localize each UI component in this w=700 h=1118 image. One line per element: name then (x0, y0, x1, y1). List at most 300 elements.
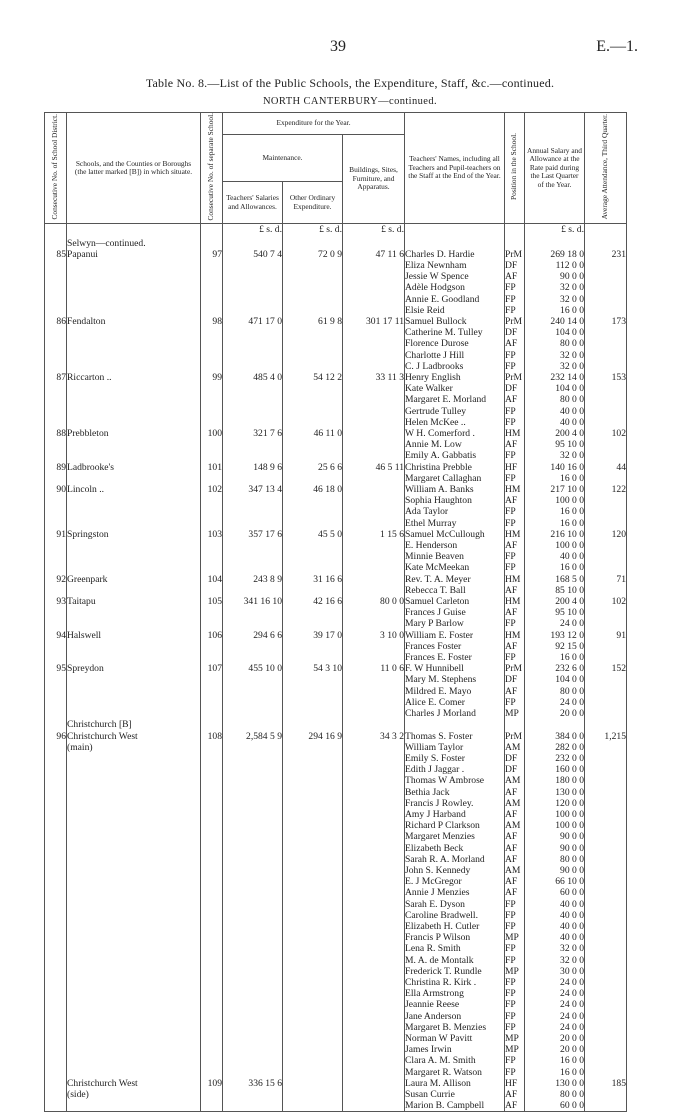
teacher-name: Gertrude Tulley (405, 406, 505, 417)
annual-salary: 80 0 0 (525, 854, 585, 865)
average-attendance (585, 383, 627, 394)
other-expenditure-amount (283, 865, 343, 876)
table-row (45, 876, 627, 887)
buildings-amount (343, 1067, 405, 1078)
other-expenditure-amount (283, 562, 343, 573)
salaries-amount (223, 450, 283, 461)
teacher-name: Frances J Guise (405, 607, 505, 618)
annual-salary: 32 0 0 (525, 943, 585, 954)
average-attendance (585, 1100, 627, 1112)
position-code: FP (505, 1067, 525, 1078)
average-attendance (585, 876, 627, 887)
table-row (45, 551, 627, 562)
position-code: AF (505, 686, 525, 697)
buildings-amount (343, 652, 405, 663)
other-expenditure-amount (283, 641, 343, 652)
other-expenditure-amount (283, 294, 343, 305)
position-code: AF (505, 394, 525, 405)
table-row (45, 674, 627, 685)
school-number (201, 294, 223, 305)
position-code: AF (505, 271, 525, 282)
district-number (45, 753, 67, 764)
header-teachers: Teachers' Names, including all Teachers and Pupil-teachers on the Staff at the End of the Year. (405, 113, 505, 224)
average-attendance (585, 854, 627, 865)
teacher-name: Jane Anderson (405, 1011, 505, 1022)
position-code: FP (505, 417, 525, 428)
other-expenditure-amount (283, 417, 343, 428)
average-attendance (585, 753, 627, 764)
position-code: PrM (505, 731, 525, 742)
other-expenditure-amount (283, 338, 343, 349)
salaries-amount: 455 10 0 (223, 663, 283, 674)
average-attendance (585, 787, 627, 798)
buildings-amount (343, 742, 405, 753)
header-school-no: Consecutive No. of separate School. (201, 113, 223, 224)
table-row (45, 506, 627, 517)
group-row (45, 238, 627, 249)
buildings-amount (343, 899, 405, 910)
other-expenditure-amount (283, 450, 343, 461)
table-row (45, 1022, 627, 1033)
school-number: 108 (201, 731, 223, 742)
district-number (45, 1055, 67, 1066)
school-number (201, 652, 223, 663)
school-name: Riccarton .. (67, 372, 201, 383)
table-row (45, 753, 627, 764)
buildings-amount (343, 988, 405, 999)
table-row (45, 966, 627, 977)
school-name (67, 540, 201, 551)
other-expenditure-amount (283, 686, 343, 697)
position-code: FP (505, 921, 525, 932)
teacher-name: Annie M. Low (405, 439, 505, 450)
annual-salary: 100 0 0 (525, 495, 585, 506)
school-number (201, 394, 223, 405)
buildings-amount (343, 294, 405, 305)
page-header (0, 38, 700, 60)
salaries-amount (223, 641, 283, 652)
salaries-amount (223, 854, 283, 865)
buildings-amount (343, 764, 405, 775)
school-name (67, 327, 201, 338)
annual-salary: 92 15 0 (525, 641, 585, 652)
school-name (67, 338, 201, 349)
buildings-amount (343, 406, 405, 417)
average-attendance: 153 (585, 372, 627, 383)
teacher-name: Ada Taylor (405, 506, 505, 517)
table-subtitle: NORTH CANTERBURY—continued. (262, 96, 438, 107)
school-name (67, 921, 201, 932)
position-code: FP (505, 618, 525, 629)
average-attendance (585, 943, 627, 954)
position-code: HM (505, 574, 525, 585)
annual-salary: 90 0 0 (525, 865, 585, 876)
table-row (45, 910, 627, 921)
teacher-name: Kate Walker (405, 383, 505, 394)
school-number (201, 686, 223, 697)
school-number (201, 719, 223, 730)
teacher-name: Ella Armstrong (405, 988, 505, 999)
annual-salary: 30 0 0 (525, 966, 585, 977)
school-number (201, 1044, 223, 1055)
table-row (45, 663, 627, 674)
other-expenditure-amount: 294 16 9 (283, 731, 343, 742)
buildings-amount (343, 518, 405, 529)
salaries-amount (223, 562, 283, 573)
annual-salary: 216 10 0 (525, 529, 585, 540)
other-expenditure-amount: 31 16 6 (283, 574, 343, 585)
average-attendance (585, 652, 627, 663)
district-number (45, 674, 67, 685)
annual-salary: 32 0 0 (525, 350, 585, 361)
district-number (45, 686, 67, 697)
teacher-name: Richard P Clarkson (405, 820, 505, 831)
table-row (45, 562, 627, 573)
school-name: Ladbrooke's (67, 462, 201, 473)
buildings-amount (343, 305, 405, 316)
other-expenditure-amount (283, 742, 343, 753)
position-code: AF (505, 1089, 525, 1100)
table-row (45, 977, 627, 988)
buildings-amount (343, 910, 405, 921)
district-number: 88 (45, 428, 67, 439)
teacher-name: Annie J Menzies (405, 887, 505, 898)
position-code: FP (505, 450, 525, 461)
school-number (201, 988, 223, 999)
school-number (201, 495, 223, 506)
teacher-name (405, 719, 505, 730)
table-row (45, 1033, 627, 1044)
table-row (45, 338, 627, 349)
teacher-name: Florence Durose (405, 338, 505, 349)
teacher-name: Christina Prebble (405, 462, 505, 473)
salaries-amount (223, 742, 283, 753)
table-row (45, 843, 627, 854)
teacher-name: Lena R. Smith (405, 943, 505, 954)
school-name (67, 798, 201, 809)
buildings-amount (343, 1011, 405, 1022)
school-number (201, 641, 223, 652)
teacher-name: Rev. T. A. Meyer (405, 574, 505, 585)
other-expenditure-amount (283, 473, 343, 484)
school-number (201, 282, 223, 293)
salaries-amount (223, 506, 283, 517)
average-attendance (585, 294, 627, 305)
school-name (67, 450, 201, 461)
other-expenditure-amount: 54 3 10 (283, 663, 343, 674)
school-number (201, 854, 223, 865)
school-number (201, 820, 223, 831)
district-number (45, 1022, 67, 1033)
table-row (45, 518, 627, 529)
average-attendance (585, 809, 627, 820)
teacher-name: Thomas S. Foster (405, 731, 505, 742)
school-name (67, 932, 201, 943)
salaries-amount (223, 652, 283, 663)
table-row (45, 1055, 627, 1066)
position-code: AF (505, 540, 525, 551)
position-code: FP (505, 899, 525, 910)
table-row (45, 249, 627, 260)
annual-salary: 66 10 0 (525, 876, 585, 887)
district-number (45, 1089, 67, 1100)
salaries-amount (223, 406, 283, 417)
average-attendance (585, 910, 627, 921)
annual-salary: 40 0 0 (525, 406, 585, 417)
salaries-amount (223, 417, 283, 428)
annual-salary: 20 0 0 (525, 1033, 585, 1044)
teacher-name: Laura M. Allison (405, 1078, 505, 1089)
teacher-name: Rebecca T. Ball (405, 585, 505, 596)
buildings-amount (343, 450, 405, 461)
district-number (45, 719, 67, 730)
annual-salary: 24 0 0 (525, 618, 585, 629)
position-code: AF (505, 641, 525, 652)
average-attendance (585, 551, 627, 562)
average-attendance (585, 506, 627, 517)
district-number (45, 1078, 67, 1089)
teacher-name: Frances Foster (405, 641, 505, 652)
annual-salary: 193 12 0 (525, 630, 585, 641)
district-number (45, 394, 67, 405)
position-code: FP (505, 977, 525, 988)
school-number (201, 921, 223, 932)
buildings-amount (343, 999, 405, 1010)
annual-salary: 100 0 0 (525, 809, 585, 820)
teacher-name: W H. Comerford . (405, 428, 505, 439)
district-number: 86 (45, 316, 67, 327)
buildings-amount (343, 417, 405, 428)
school-number (201, 439, 223, 450)
other-expenditure-amount (283, 764, 343, 775)
annual-salary: 180 0 0 (525, 775, 585, 786)
salaries-amount (223, 1044, 283, 1055)
position-code: AF (505, 854, 525, 865)
annual-salary: 24 0 0 (525, 988, 585, 999)
school-number (201, 899, 223, 910)
position-code: MP (505, 1044, 525, 1055)
school-name: Selwyn—continued. (67, 238, 201, 249)
annual-salary (525, 238, 585, 249)
position-code: MP (505, 1033, 525, 1044)
school-number: 105 (201, 596, 223, 607)
school-name (67, 641, 201, 652)
school-name: Lincoln .. (67, 484, 201, 495)
other-expenditure-amount (283, 260, 343, 271)
other-expenditure-amount (283, 282, 343, 293)
district-number (45, 327, 67, 338)
teacher-name: Clara A. M. Smith (405, 1055, 505, 1066)
position-code: AF (505, 607, 525, 618)
other-expenditure-amount (283, 305, 343, 316)
other-expenditure-amount: 45 5 0 (283, 529, 343, 540)
school-number (201, 1089, 223, 1100)
buildings-amount (343, 753, 405, 764)
other-expenditure-amount (283, 350, 343, 361)
table-row (45, 820, 627, 831)
table-row (45, 988, 627, 999)
school-name (67, 506, 201, 517)
school-number (201, 238, 223, 249)
salaries-amount (223, 1033, 283, 1044)
buildings-amount: 80 0 0 (343, 596, 405, 607)
school-number (201, 1033, 223, 1044)
buildings-amount (343, 1089, 405, 1100)
position-code: AF (505, 831, 525, 842)
district-number (45, 843, 67, 854)
teacher-name: Adèle Hodgson (405, 282, 505, 293)
school-number (201, 775, 223, 786)
table-row (45, 450, 627, 461)
unit-label: £ s. d. (343, 224, 405, 238)
position-code: FP (505, 999, 525, 1010)
salaries-amount (223, 350, 283, 361)
district-number: 94 (45, 630, 67, 641)
average-attendance (585, 697, 627, 708)
school-number (201, 1067, 223, 1078)
district-number (45, 943, 67, 954)
other-expenditure-amount (283, 876, 343, 887)
buildings-amount (343, 843, 405, 854)
salaries-amount: 347 13 4 (223, 484, 283, 495)
other-expenditure-amount (283, 1022, 343, 1033)
district-number (45, 899, 67, 910)
school-number (201, 966, 223, 977)
district-number: 85 (45, 249, 67, 260)
buildings-amount (343, 361, 405, 372)
buildings-amount (343, 809, 405, 820)
school-name (67, 697, 201, 708)
average-attendance (585, 1022, 627, 1033)
school-number: 97 (201, 249, 223, 260)
buildings-amount (343, 697, 405, 708)
school-name (67, 1011, 201, 1022)
school-number (201, 887, 223, 898)
other-expenditure-amount (283, 551, 343, 562)
buildings-amount (343, 775, 405, 786)
school-name (67, 943, 201, 954)
position-code: AF (505, 338, 525, 349)
buildings-amount (343, 932, 405, 943)
annual-salary: 104 0 0 (525, 383, 585, 394)
position-code: FP (505, 1055, 525, 1066)
school-number (201, 473, 223, 484)
annual-salary: 24 0 0 (525, 1022, 585, 1033)
other-expenditure-amount (283, 1033, 343, 1044)
district-number (45, 562, 67, 573)
annual-salary: 16 0 0 (525, 1067, 585, 1078)
buildings-amount (343, 1033, 405, 1044)
other-expenditure-amount (283, 753, 343, 764)
salaries-amount (223, 865, 283, 876)
school-name: Taitapu (67, 596, 201, 607)
school-number (201, 406, 223, 417)
annual-salary: 60 0 0 (525, 1100, 585, 1112)
average-attendance (585, 955, 627, 966)
salaries-amount (223, 887, 283, 898)
position-code: HM (505, 484, 525, 495)
salaries-amount: 294 6 6 (223, 630, 283, 641)
district-number (45, 910, 67, 921)
salaries-amount (223, 719, 283, 730)
school-name (67, 854, 201, 865)
district-number (45, 260, 67, 271)
average-attendance (585, 282, 627, 293)
district-number (45, 1033, 67, 1044)
district-number (45, 798, 67, 809)
school-number (201, 1022, 223, 1033)
buildings-amount (343, 473, 405, 484)
buildings-amount (343, 854, 405, 865)
average-attendance (585, 1033, 627, 1044)
average-attendance (585, 999, 627, 1010)
teacher-name: F. W Hunnibell (405, 663, 505, 674)
table-row (45, 1067, 627, 1078)
other-expenditure-amount (283, 585, 343, 596)
other-expenditure-amount (283, 361, 343, 372)
position-code: FP (505, 406, 525, 417)
position-code: FP (505, 294, 525, 305)
position-code: FP (505, 910, 525, 921)
salaries-amount (223, 495, 283, 506)
average-attendance: 122 (585, 484, 627, 495)
school-number: 109 (201, 1078, 223, 1089)
school-number (201, 999, 223, 1010)
table-row (45, 428, 627, 439)
annual-salary: 100 0 0 (525, 540, 585, 551)
salaries-amount (223, 932, 283, 943)
table-row (45, 809, 627, 820)
table-row (45, 1078, 627, 1089)
teacher-name: Susan Currie (405, 1089, 505, 1100)
district-number (45, 417, 67, 428)
school-name (67, 787, 201, 798)
school-number (201, 943, 223, 954)
teacher-name: Jeannie Reese (405, 999, 505, 1010)
school-number (201, 562, 223, 573)
salaries-amount (223, 787, 283, 798)
school-name (67, 585, 201, 596)
average-attendance (585, 977, 627, 988)
other-expenditure-amount (283, 966, 343, 977)
salaries-amount (223, 708, 283, 719)
other-expenditure-amount (283, 999, 343, 1010)
school-number (201, 518, 223, 529)
salaries-amount (223, 764, 283, 775)
buildings-amount: 46 5 11 (343, 462, 405, 473)
teacher-name: Alice E. Comer (405, 697, 505, 708)
teacher-name: Samuel Carleton (405, 596, 505, 607)
school-name (67, 910, 201, 921)
buildings-amount (343, 562, 405, 573)
annual-salary: 16 0 0 (525, 1055, 585, 1066)
salaries-amount (223, 305, 283, 316)
teacher-name: Minnie Beaven (405, 551, 505, 562)
annual-salary: 90 0 0 (525, 843, 585, 854)
average-attendance (585, 1044, 627, 1055)
school-number (201, 697, 223, 708)
district-number (45, 865, 67, 876)
average-attendance (585, 899, 627, 910)
school-name: Halswell (67, 630, 201, 641)
district-number (45, 406, 67, 417)
teacher-name: Norman W Pavitt (405, 1033, 505, 1044)
position-code: AM (505, 865, 525, 876)
average-attendance (585, 775, 627, 786)
district-number (45, 495, 67, 506)
school-number: 102 (201, 484, 223, 495)
district-number (45, 876, 67, 887)
